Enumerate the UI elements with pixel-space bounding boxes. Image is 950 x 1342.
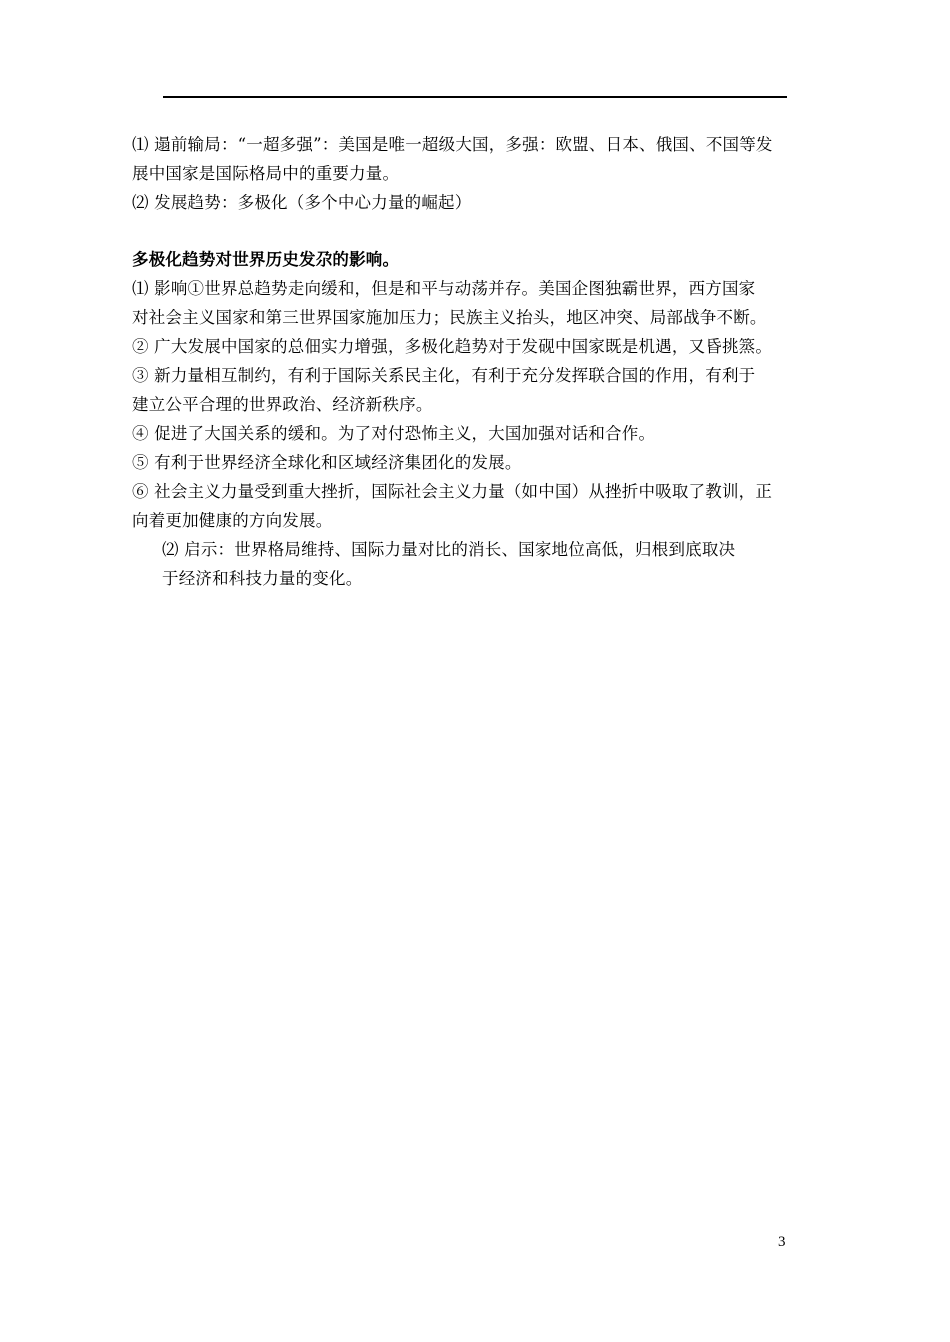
- text-line: 于经济和科技力量的变化。: [162, 569, 363, 588]
- text-line: ③ 新力量相互制约，有利于国际关系民主化，有利于充分发挥联合国的作用，有利于: [132, 366, 756, 385]
- text-line: 向着更加健康的方向发展。: [132, 511, 333, 530]
- text-line: ⑴ 遢前输局：“一超多强”：美国是唯一超级大国，多强：欧盟、日本、俄国、不国等发: [132, 135, 773, 154]
- text-line: ④ 促进了大国关系的缓和。为了对付恐怖主义，大国加强对话和合作。: [132, 424, 656, 443]
- text-line: 对社会主义国家和第三世界国家施加压力；民族主义抬头，地区冲突、局部战争不断。: [132, 308, 767, 327]
- header-rule: [163, 96, 787, 98]
- text-line: 建立公平合理的世界政治、经济新秩序。: [132, 395, 433, 414]
- text-line: ② 广大发展中国家的总佃实力增强，多极化趋势对于发砚中国家既是机遇，又昏挑篜。: [132, 337, 773, 356]
- text-line: ⑴ 影响①世界总趋势走向缓和，但是和平与动荡并存。美国企图独霸世界，西方国家: [132, 279, 756, 298]
- text-line: ⑵ 发展趋势：多极化（多个中心力量的崛起）: [132, 193, 472, 212]
- page-number: 3: [778, 1234, 786, 1250]
- text-line: ⑵ 启示：世界格局维持、国际力量对比的消长、国家地位高低，归根到底取决: [162, 540, 736, 559]
- text-line: ⑥ 社会主义力量受到重大挫折，国际社会主义力量（如中国）从挫折中吸取了教训，正: [132, 482, 773, 501]
- section-heading: 多极化趋势对世界历史发尕的影响。: [132, 250, 400, 269]
- text-line: 展中国家是国际格局中的重要力量。: [132, 164, 400, 183]
- text-line: ⑤ 有利于世界经济全球化和区域经济集团化的发展。: [132, 453, 522, 472]
